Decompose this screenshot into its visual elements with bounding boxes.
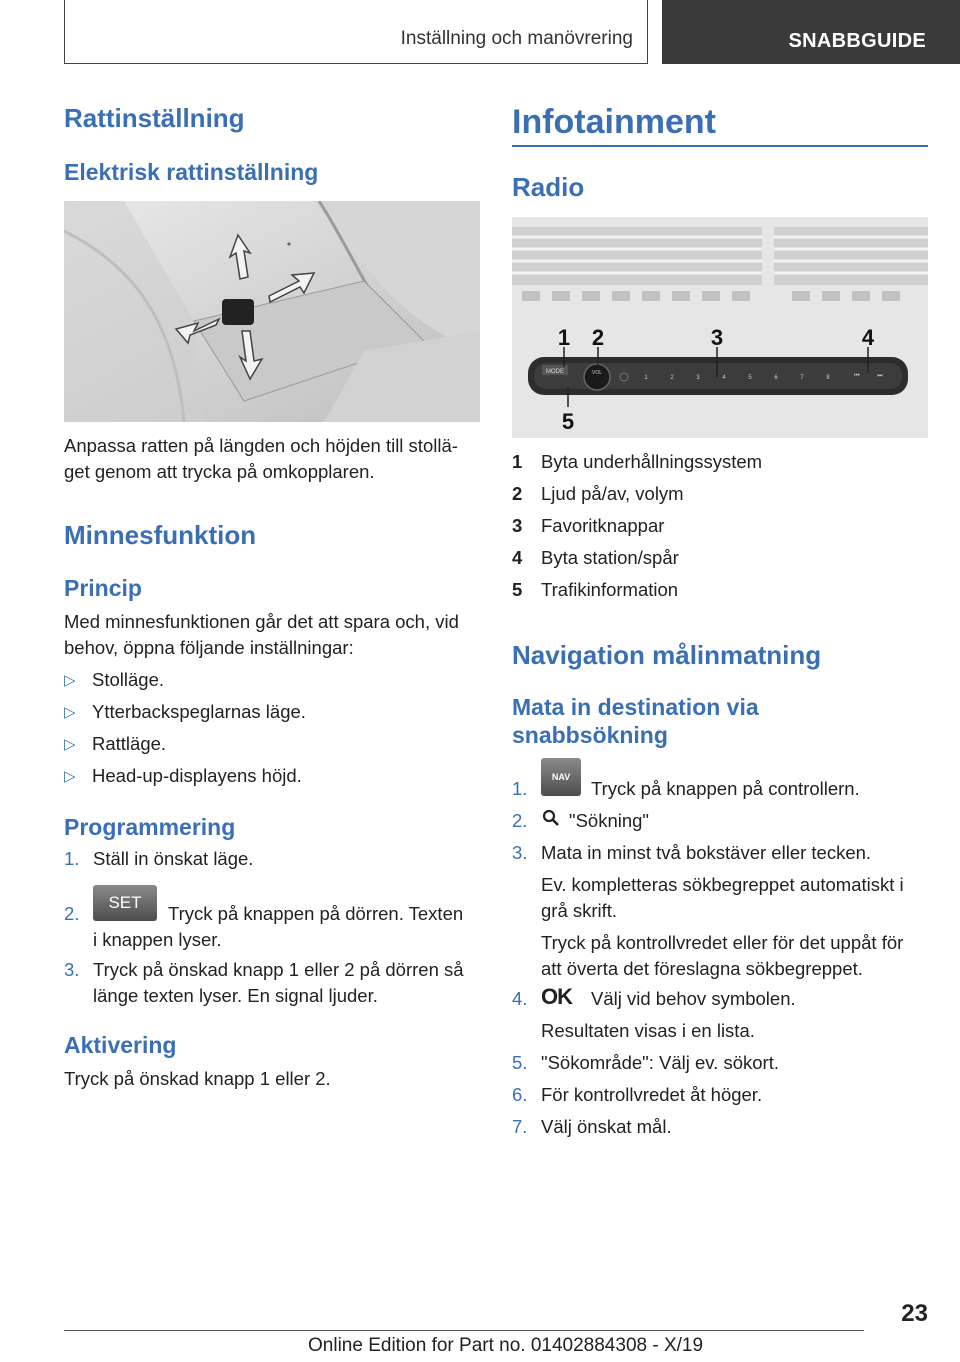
- callout-3: 3: [710, 325, 724, 350]
- ok-icon: OK: [541, 984, 572, 1009]
- list-item: 5 Trafikinformation: [512, 579, 679, 600]
- list-item: 1. NAV Tryck på knappen på controllern.: [512, 758, 928, 802]
- list-item: 3 Favoritknappar: [512, 515, 665, 536]
- preset-5: 5: [748, 375, 752, 381]
- section-rule: [512, 145, 928, 147]
- heading-navigation: Navigation målinmatning: [512, 640, 822, 670]
- nav-step4-note: Resultaten visas i en lista.: [541, 1020, 755, 1041]
- footer-edition: Online Edition for Part no. 01402884308 - X/19: [308, 1335, 704, 1356]
- list-item: 7. Välj önskat mål.: [512, 1116, 672, 1137]
- nav-step3-note1-line1: Ev. kompletteras sökbegreppet automatiskt i: [541, 874, 904, 895]
- list-item: 3. Mata in minst två bokstäver eller tecken.: [512, 842, 872, 863]
- triangle-bullet-icon: ▷: [64, 736, 76, 753]
- heading-mata-line1: Mata in destination via: [512, 694, 759, 720]
- heading-rattinstallning: Rattinställning: [64, 103, 245, 133]
- nav-step3-note2-line2: att överta det föreslagna sökbegreppet.: [541, 958, 863, 979]
- header-section-title: Inställning och manövrering: [400, 28, 633, 49]
- list-item: 4 Byta station/spår: [512, 547, 679, 568]
- nav-step3-note2-line1: Tryck på kontrollvredet eller för det uppåt för: [541, 932, 904, 953]
- callout-1: 1: [557, 325, 571, 350]
- triangle-bullet-icon: ▷: [64, 704, 76, 721]
- next-track-icon: ⏭: [877, 373, 883, 379]
- preset-2: 2: [670, 375, 674, 381]
- list-item: 3. Tryck på önskad knapp 1 eller 2 på dörren så länge texten lyser. En signal ljuder.: [64, 959, 464, 1006]
- list-item: 1 Byta underhållningssystem: [512, 451, 763, 472]
- radio-vol-label: VOL: [591, 370, 603, 376]
- paragraph-aktivering: Tryck på önskad knapp 1 eller 2.: [64, 1068, 331, 1089]
- preset-6: 6: [774, 375, 778, 381]
- list-item: 1. Ställ in önskat läge.: [64, 848, 254, 869]
- paragraph-anpassa-line1: Anpassa ratten på längden och höjden till stollä‐: [64, 435, 458, 456]
- list-item: 4. OK Välj vid behov symbolen.: [512, 984, 796, 1009]
- footer-rule: [64, 1330, 864, 1331]
- list-item: 2. "Sökning": [512, 808, 928, 834]
- list-item: 2 Ljud på/av, volym: [512, 483, 684, 504]
- paragraph-princip-line1: Med minnesfunktionen går det att spara och, vid: [64, 611, 459, 632]
- steering-column-image: [64, 201, 480, 422]
- heading-princip: Princip: [64, 575, 142, 601]
- radio-panel-image: [512, 217, 928, 438]
- list-item: 5. "Sökområde": Välj ev. sökort.: [512, 1052, 779, 1073]
- heading-programmering: Programmering: [64, 814, 236, 840]
- paragraph-anpassa-line2: get genom att trycka på omkopplaren.: [64, 461, 375, 482]
- heading-aktivering: Aktivering: [64, 1032, 177, 1058]
- callout-5: 5: [561, 409, 575, 434]
- list-item: 6. För kontrollvredet åt höger.: [512, 1084, 763, 1105]
- radio-mode-label: MODE: [546, 369, 564, 375]
- search-icon: [541, 808, 561, 835]
- preset-1: 1: [644, 375, 648, 381]
- preset-3: 3: [696, 375, 700, 381]
- nav-key-icon: NAV: [541, 758, 581, 796]
- page-number: 23: [901, 1300, 928, 1327]
- triangle-bullet-icon: ▷: [64, 768, 76, 785]
- set-key-icon: SET: [93, 885, 157, 921]
- preset-7: 7: [800, 375, 804, 381]
- preset-4: 4: [722, 375, 726, 381]
- triangle-bullet-icon: ▷: [64, 672, 76, 689]
- header-guide-tab: SNABBGUIDE: [662, 0, 960, 64]
- prev-track-icon: ⏮: [854, 373, 860, 379]
- heading-infotainment: Infotainment: [512, 103, 716, 141]
- callout-4: 4: [861, 325, 875, 350]
- heading-minnesfunktion: Minnesfunktion: [64, 520, 257, 550]
- heading-elektrisk-rattinstallning: Elektrisk rattinställning: [64, 159, 319, 185]
- paragraph-princip-line2: behov, öppna följande inställningar:: [64, 637, 354, 658]
- header-section-box: [64, 0, 648, 64]
- preset-8: 8: [826, 375, 830, 381]
- heading-radio: Radio: [512, 172, 585, 202]
- callout-2: 2: [591, 325, 605, 350]
- nav-step3-note1-line2: grå skrift.: [541, 900, 618, 921]
- list-item: 2. SET Tryck på knappen på dörren. Texten i knappen lyser.: [64, 885, 480, 955]
- heading-mata-line2: snabbsökning: [512, 722, 668, 748]
